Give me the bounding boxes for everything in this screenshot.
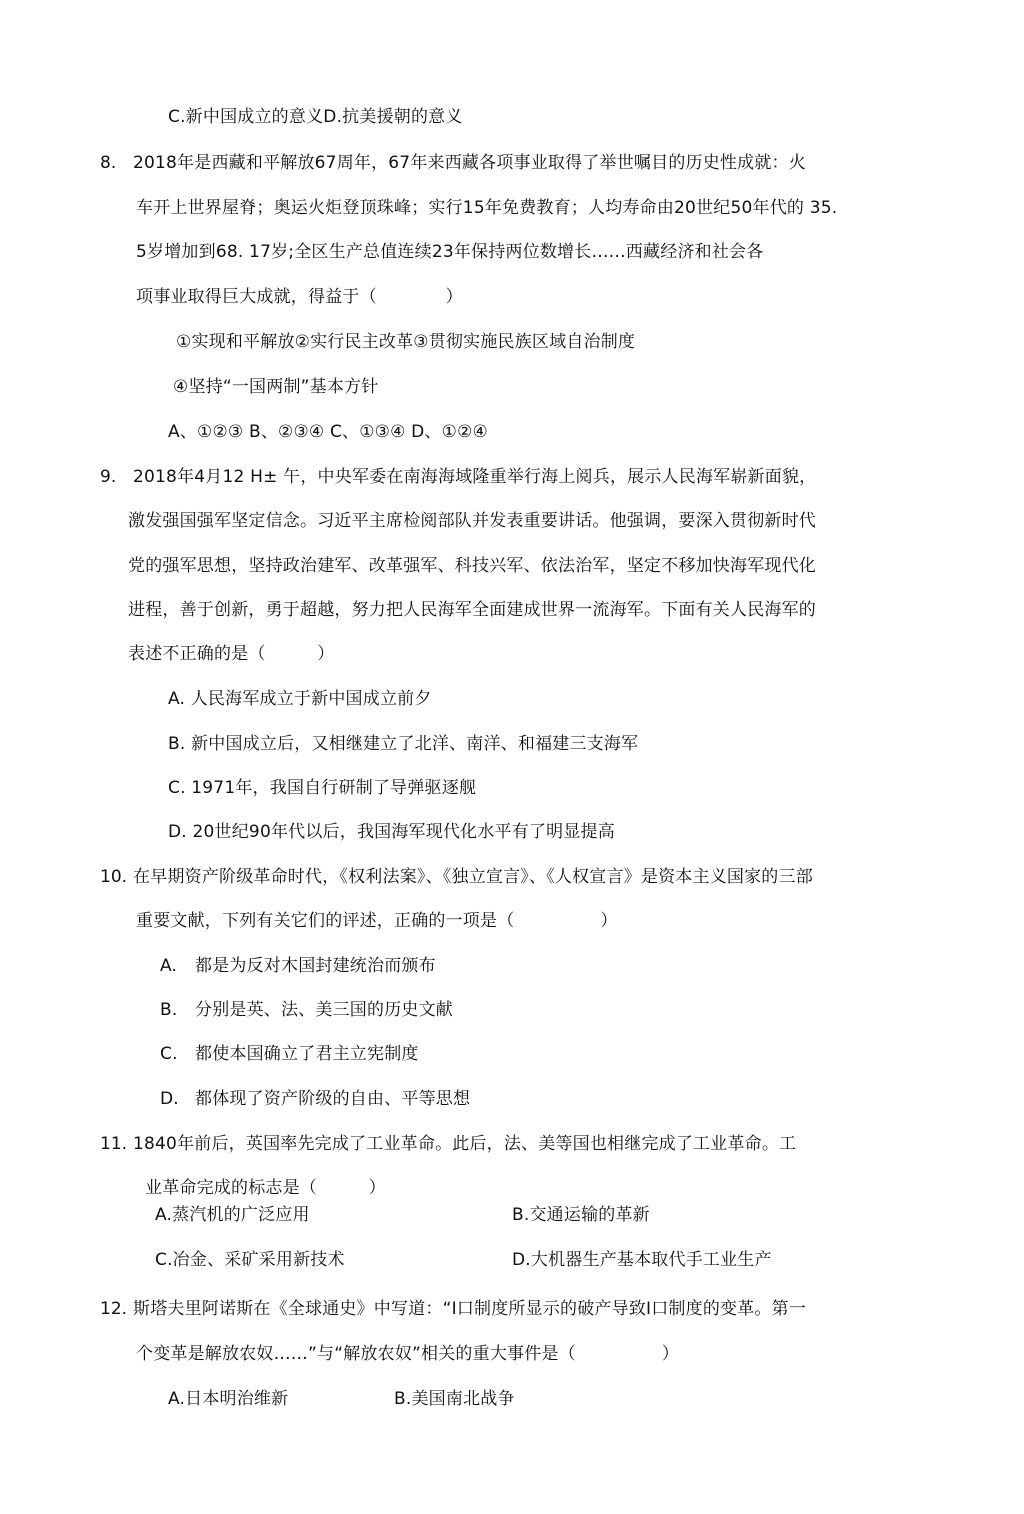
q10-stem-line2: 重要文献，下列有关它们的评述，正确的一项是（ ） [136, 911, 618, 931]
q8-number: 8. [100, 153, 117, 173]
q8-options: A、①②③ B、②③④ C、①③④ D、①②④ [168, 422, 488, 442]
q9-option-b: B. 新中国成立后，又相继建立了北洋、南洋、和福建三支海军 [168, 734, 639, 754]
q10-option-c: 都使本国确立了君主立宪制度 [195, 1044, 419, 1064]
q9-option-d: D. 20世纪90年代以后，我国海军现代化水平有了明显提高 [168, 822, 615, 842]
q10-option-c-letter: C. [160, 1044, 178, 1064]
q11-stem-line2: 业革命完成的标志是（ ） [145, 1178, 386, 1198]
q12-option-b: B.美国南北战争 [394, 1389, 515, 1409]
q8-stem-line3: 5岁增加到68. 17岁;全区生产总值连续23年保持两位数增长……西藏经济和社会各 [136, 242, 764, 262]
q10-stem-line1: 在早期资产阶级革命时代，《权利法案》、《独立宣言》、《人权宣言》是资本主义国家的三部 [133, 867, 813, 887]
q11-option-c: C.冶金、采矿采用新技术 [155, 1250, 345, 1270]
q9-stem-line5: 表述不正确的是（ ） [128, 644, 335, 664]
q10-option-d-letter: D. [160, 1089, 179, 1109]
q9-option-a: A. 人民海军成立于新中国成立前夕 [168, 689, 432, 709]
q12-number: 12. [100, 1299, 128, 1319]
q9-number: 9. [100, 467, 117, 487]
q11-option-d: D.大机器生产基本取代手工业生产 [512, 1250, 772, 1270]
q11-number: 11. [100, 1134, 128, 1154]
q9-stem-line3: 党的强军思想，坚持政治建军、改革强军、科技兴军、依法治军，坚定不移加快海军现代化 [128, 556, 816, 576]
q12-stem-line2: 个变革是解放农奴……”与“解放农奴”相关的重大事件是（ ） [136, 1344, 680, 1364]
q12-option-a: A.日本明治维新 [168, 1389, 289, 1409]
q9-stem-line2: 激发强国强军坚定信念。习近平主席检阅部队并发表重要讲话。他强调，要深入贯彻新时代 [128, 511, 816, 531]
q10-option-d: 都体现了资产阶级的自由、平等思想 [195, 1089, 471, 1109]
q11-stem-line1: 1840年前后，英国率先完成了工业革命。此后，法、美等国也相继完成了工业革命。工 [133, 1134, 797, 1154]
q8-item-2: ④坚持“一国两制”基本方针 [173, 377, 379, 397]
q10-option-a-letter: A. [160, 956, 178, 976]
q10-option-b-letter: B. [160, 1000, 178, 1020]
q11-option-a: A.蒸汽机的广泛应用 [155, 1205, 310, 1225]
q9-stem-line1: 2018年4月12 H± 午，中央军委在南海海域隆重举行海上阅兵，展示人民海军崭新面貌， [133, 467, 817, 487]
q10-option-b: 分别是英、法、美三国的历史文献 [195, 1000, 453, 1020]
q12-stem-line1: 斯塔夫里阿诺斯在《全球通史》中写道：“I口制度所显示的破产导致I口制度的变革。第一 [133, 1299, 807, 1319]
q8-stem-line4: 项事业取得巨大成就，得益于（ ） [136, 287, 463, 307]
q8-stem-line1: 2018年是西藏和平解放67周年，67年来西藏各项事业取得了举世嘱目的历史性成就：火 [133, 153, 806, 173]
q8-stem-line2: 车开上世界屋脊；奥运火炬登顶珠峰；实行15年免费教育；人均寿命由20世纪50年代的 35. [136, 198, 838, 218]
q9-option-c: C. 1971年，我国自行研制了导弹驱逐舰 [168, 778, 477, 798]
q7-options-cd: C.新中国成立的意义D.抗美援朝的意义 [168, 107, 463, 127]
q9-stem-line4: 进程，善于创新，勇于超越，努力把人民海军全面建成世界一流海军。下面有关人民海军的 [128, 600, 816, 620]
q10-option-a: 都是为反对木国封建统治而颁布 [195, 956, 436, 976]
q11-option-b: B.交通运输的革新 [512, 1205, 650, 1225]
q10-number: 10. [100, 867, 128, 887]
q8-item-1: ①实现和平解放②实行民主改革③贯彻实施民族区域自治制度 [176, 332, 636, 352]
